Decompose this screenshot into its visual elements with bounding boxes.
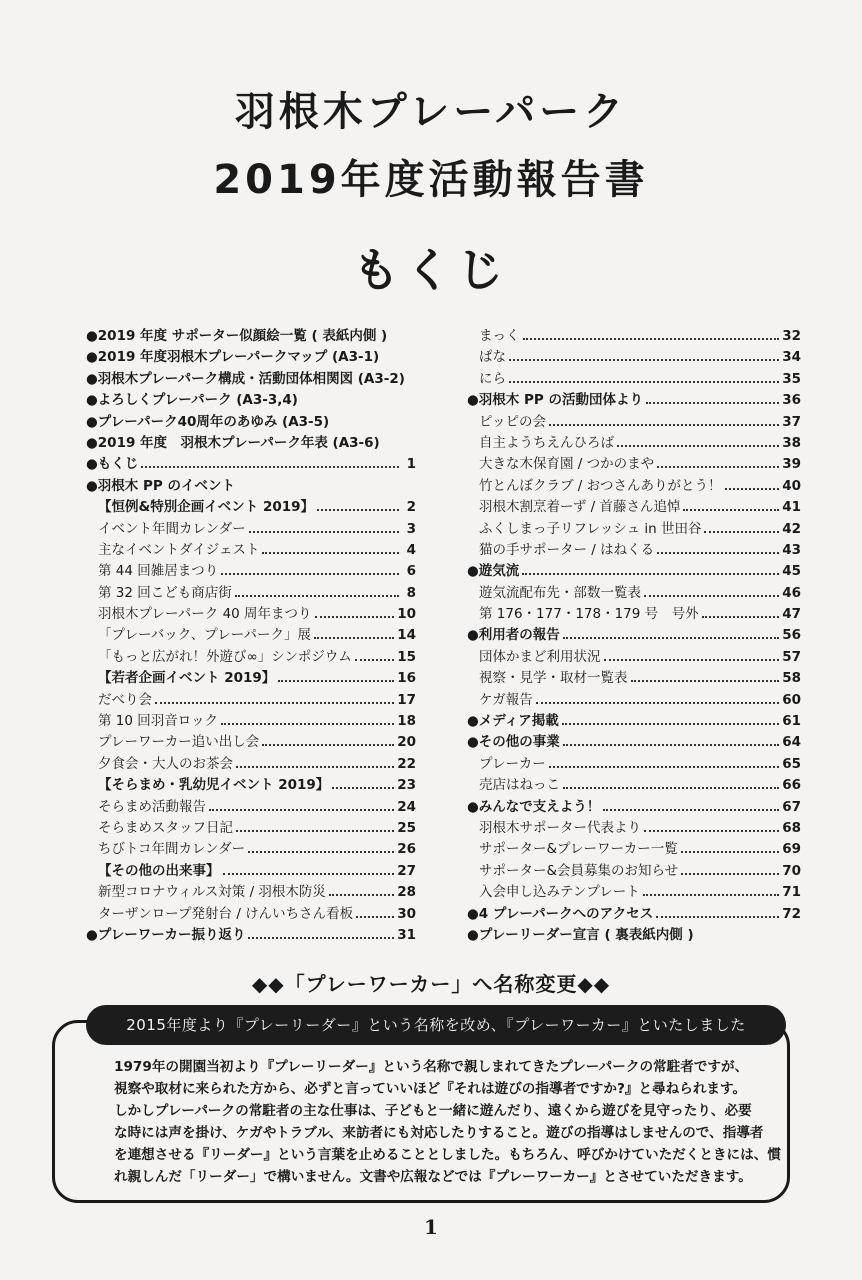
toc-entry-label: サポーター&プレーワーカー一覧 xyxy=(479,841,678,858)
toc-entry-page: 43 xyxy=(782,541,801,558)
toc-entry-label: ケガ報告 xyxy=(479,691,533,708)
toc-entry-label: 新型コロナウィルス対策 / 羽根木防災 xyxy=(98,884,326,901)
toc-entry-page: 58 xyxy=(782,670,801,687)
toc-entry-label: ●みんなで支えよう！ xyxy=(467,798,601,815)
toc-entry[interactable] xyxy=(467,732,801,753)
toc-entry-label: ちびトコ年間カレンダー xyxy=(98,841,246,858)
page-number: 1 xyxy=(424,1215,438,1239)
toc-entry-page: 37 xyxy=(782,413,801,430)
toc-entry-label: にら xyxy=(479,370,506,387)
notice-heading: ◆◆「プレーワーカー」へ名称変更◆◆ xyxy=(251,972,611,996)
toc-entry[interactable] xyxy=(467,647,801,668)
toc-entry-label: 自主ようちえんひろば xyxy=(479,434,614,451)
toc-leader-dots xyxy=(657,455,779,468)
toc-entry-page: 65 xyxy=(782,755,801,772)
toc-entry[interactable] xyxy=(467,604,801,625)
toc-entry[interactable] xyxy=(467,904,801,925)
toc-leader-dots xyxy=(155,691,394,704)
toc-entry[interactable] xyxy=(86,732,416,753)
toc-leader-dots xyxy=(509,370,779,383)
toc-leader-dots xyxy=(656,905,779,918)
toc-entry[interactable] xyxy=(467,390,801,411)
toc-entry-label: まっく xyxy=(479,328,520,344)
toc-entry[interactable] xyxy=(467,347,801,368)
toc-entry-label: 猫の手サポーター / はねくる xyxy=(479,541,655,558)
toc-entry[interactable] xyxy=(86,433,416,454)
toc-entry[interactable] xyxy=(467,519,801,540)
toc-leader-dots xyxy=(549,755,780,768)
toc-leader-dots xyxy=(236,819,394,832)
toc-leader-dots xyxy=(562,712,780,725)
toc-entry[interactable] xyxy=(467,497,801,518)
toc-entry-label: 第 10 回羽音ロック xyxy=(98,713,218,730)
toc-entry-label: 竹とんぼクラブ / おつさんありがとう！ xyxy=(479,477,722,494)
toc-entry[interactable] xyxy=(467,454,801,475)
toc-entry-page: 38 xyxy=(782,434,801,451)
toc-entry-label: そらまめスタッフ日記 xyxy=(98,819,233,836)
toc-entry[interactable] xyxy=(86,754,416,775)
toc-entry-label: ●遊気流 xyxy=(467,563,520,580)
toc-entry-page: 8 xyxy=(406,584,416,601)
toc-entry[interactable] xyxy=(86,625,416,646)
toc-leader-dots xyxy=(644,584,779,597)
toc-entry-label: 入会申し込みテンプレート xyxy=(479,884,640,901)
toc-entry-page: 28 xyxy=(397,884,416,901)
toc-entry[interactable] xyxy=(467,690,801,711)
toc-leader-dots xyxy=(643,883,779,896)
toc-entry[interactable] xyxy=(467,326,801,347)
toc-entry[interactable] xyxy=(467,882,801,903)
toc-entry[interactable] xyxy=(86,797,416,818)
toc-leader-dots xyxy=(356,905,394,918)
toc-entry-label: ピッピの会 xyxy=(479,413,546,430)
toc-entry-page: 46 xyxy=(782,584,801,601)
toc-entry-label: 「もっと広がれ！外遊び∞」シンポジウム xyxy=(98,648,352,665)
toc-leader-dots xyxy=(278,669,394,682)
toc-entry[interactable] xyxy=(86,412,416,433)
toc-leader-dots xyxy=(221,712,394,725)
toc-entry-page: 23 xyxy=(397,777,416,794)
toc-leader-dots xyxy=(631,669,780,682)
toc-leader-dots xyxy=(725,477,780,490)
toc-entry-page: 60 xyxy=(782,691,801,708)
toc-leader-dots xyxy=(209,798,394,811)
toc-entry-label: ●プレーリーダー宣言 ( 裏表紙内側 ) xyxy=(467,926,694,943)
toc-entry-label: ターザンロープ発射台 / けんいちさん看板 xyxy=(98,905,354,922)
toc-entry-page: 26 xyxy=(397,841,416,858)
toc-entry-page: 10 xyxy=(397,606,416,623)
toc-entry-label: 羽根木サポーター代表より xyxy=(479,819,641,836)
toc-entry[interactable] xyxy=(86,818,416,839)
toc-entry-label: プレーワーカー追い出し会 xyxy=(98,734,260,751)
toc-leader-dots xyxy=(262,733,394,746)
toc-entry-label: 第 44 回雑居まつり xyxy=(98,563,219,580)
toc-entry[interactable] xyxy=(467,711,801,732)
toc-leader-dots xyxy=(317,498,399,511)
toc-entry-label: 夕食会・大人のお茶会 xyxy=(98,755,233,772)
toc-entry[interactable] xyxy=(86,839,416,860)
toc-entry-label: ●2019 年度羽根木プレーパークマップ (A3-1) xyxy=(86,349,380,366)
toc-entry-label: ●羽根木 PP の活動団体より xyxy=(467,392,643,409)
toc-entry[interactable] xyxy=(86,904,416,925)
toc-entry-label: 第 176・177・178・179 号 号外 xyxy=(479,606,699,623)
toc-leader-dots xyxy=(604,648,780,661)
notice-line: な時には声を掛け、ケガやトラブル、来訪者にも対応したりすること。遊びの指導はしませんので、指導者 xyxy=(114,1125,764,1141)
toc-entry-page: 72 xyxy=(782,905,801,922)
toc-entry[interactable] xyxy=(86,882,416,903)
toc-entry[interactable] xyxy=(467,583,801,604)
toc-entry-label: 【若者企画イベント 2019】 xyxy=(98,670,276,687)
toc-entry[interactable] xyxy=(86,476,416,497)
toc-entry-page: 18 xyxy=(397,713,416,730)
toc-entry[interactable] xyxy=(86,454,416,475)
toc-leader-dots xyxy=(509,348,779,361)
toc-right-column xyxy=(467,326,801,946)
toc-entry[interactable] xyxy=(86,604,416,625)
toc-entry-page: 4 xyxy=(406,541,416,558)
toc-leader-dots xyxy=(248,926,394,939)
toc-entry-page: 30 xyxy=(397,905,416,922)
toc-entry[interactable] xyxy=(86,690,416,711)
toc-entry-page: 41 xyxy=(782,499,801,516)
toc-leader-dots xyxy=(681,862,779,875)
toc-entry-page: 56 xyxy=(782,627,801,644)
toc-entry-page: 57 xyxy=(782,648,801,665)
toc-entry-label: ●2019 年度 サポーター似顔絵一覧 ( 表紙内側 ) xyxy=(86,328,388,344)
toc-entry-label: ●羽根木プレーパーク構成・活動団体相関図 (A3-2) xyxy=(86,370,405,387)
toc-entry-page: 14 xyxy=(397,627,416,644)
toc-entry-page: 24 xyxy=(397,798,416,815)
toc-entry-label: ●2019 年度 羽根木プレーパーク年表 (A3-6) xyxy=(86,434,380,451)
toc-entry-label: 主なイベントダイジェスト xyxy=(98,541,260,558)
toc-entry[interactable] xyxy=(86,861,416,882)
toc-leader-dots xyxy=(248,840,394,853)
toc-entry-page: 70 xyxy=(782,862,801,879)
toc-entry-label: 【その他の出来事】 xyxy=(98,862,220,879)
toc-entry-page: 35 xyxy=(782,370,801,387)
toc-entry[interactable] xyxy=(86,711,416,732)
toc-entry[interactable] xyxy=(467,412,801,433)
toc-leader-dots xyxy=(523,327,780,340)
toc-leader-dots xyxy=(236,755,394,768)
toc-leader-dots xyxy=(223,862,395,875)
toc-leader-dots xyxy=(681,840,779,853)
toc-entry-label: 【そらまめ・乳幼児イベント 2019】 xyxy=(98,777,330,794)
toc-leader-dots xyxy=(249,520,399,533)
toc-entry-page: 1 xyxy=(406,456,416,473)
toc-entry-page: 2 xyxy=(406,499,416,516)
toc-entry[interactable] xyxy=(86,647,416,668)
toc-entry-page: 6 xyxy=(406,563,416,580)
toc-entry-label: ●プレーワーカー振り返り xyxy=(86,926,246,943)
notice-line: れ親しんだ「リーダー」で構いません。文書や広報などでは『プレーワーカー』とさせていただきます。 xyxy=(114,1169,752,1185)
toc-entry[interactable] xyxy=(86,369,416,390)
toc-leader-dots xyxy=(702,605,780,618)
toc-entry-page: 32 xyxy=(782,328,801,344)
toc-leader-dots xyxy=(549,413,779,426)
toc-entry-page: 66 xyxy=(782,777,801,794)
toc-entry-label: 【恒例&特別企画イベント 2019】 xyxy=(98,499,315,516)
toc-entry-label: ●その他の事業 xyxy=(467,734,560,751)
toc-entry-label: 「プレーバック、プレーパーク」展 xyxy=(98,627,312,644)
toc-entry-label: 羽根木プレーパーク 40 周年まつり xyxy=(98,606,312,623)
toc-entry[interactable] xyxy=(86,326,416,347)
toc-leader-dots xyxy=(235,584,399,597)
toc-entry-page: 22 xyxy=(397,755,416,772)
toc-entry-page: 45 xyxy=(782,563,801,580)
toc-leader-dots xyxy=(536,691,779,704)
toc-entry[interactable] xyxy=(467,540,801,561)
document-subtitle: 2019年度活動報告書 xyxy=(213,157,649,203)
toc-entry-page: 61 xyxy=(782,713,801,730)
toc-leader-dots xyxy=(657,541,779,554)
toc-entry[interactable] xyxy=(86,925,416,946)
toc-entry-label: 羽根木割烹着ーず / 首藤さん追悼 xyxy=(479,499,681,516)
toc-leader-dots xyxy=(683,498,779,511)
toc-entry-page: 34 xyxy=(782,349,801,366)
toc-entry-page: 27 xyxy=(397,862,416,879)
toc-heading: もくじ xyxy=(353,243,509,297)
toc-entry-page: 25 xyxy=(397,819,416,836)
notice-body xyxy=(114,1056,781,1188)
toc-entry[interactable] xyxy=(467,861,801,882)
toc-entry[interactable] xyxy=(86,540,416,561)
toc-entry[interactable] xyxy=(467,925,801,946)
toc-entry-page: 68 xyxy=(782,819,801,836)
toc-entry[interactable] xyxy=(467,476,801,497)
toc-entry-label: ぱな xyxy=(479,349,506,366)
toc-entry-page: 71 xyxy=(782,884,801,901)
toc-entry-page: 69 xyxy=(782,841,801,858)
toc-entry-label: そらまめ活動報告 xyxy=(98,798,206,815)
toc-leader-dots xyxy=(522,562,779,575)
toc-leader-dots xyxy=(315,605,395,618)
toc-leader-dots xyxy=(617,434,779,447)
toc-leader-dots xyxy=(644,819,779,832)
toc-leader-dots xyxy=(355,648,394,661)
toc-leader-dots xyxy=(646,391,779,404)
toc-entry-label: 遊気流配布先・部数一覧表 xyxy=(479,584,641,601)
toc-entry[interactable] xyxy=(467,668,801,689)
toc-entry-page: 64 xyxy=(782,734,801,751)
toc-entry-page: 42 xyxy=(782,520,801,537)
toc-entry-label: 団体かまど利用状況 xyxy=(479,648,601,665)
toc-entry-label: 視察・見学・取材一覧表 xyxy=(479,670,628,687)
toc-entry-label: ●よろしくプレーパーク (A3-3,4) xyxy=(86,392,298,409)
toc-leader-dots xyxy=(141,455,399,468)
notice-line: しかしプレーパークの常駐者の主な仕事は、子どもと一緒に遊んだり、遠くから遊びを見守ったり、必要 xyxy=(114,1103,752,1119)
toc-leader-dots xyxy=(563,626,779,639)
toc-entry-label: ●4 プレーパークへのアクセス xyxy=(467,905,654,922)
notice-line: を連想させる『リーダー』という言葉を止めることとしました。もちろん、呼びかけていただくときには、慣 xyxy=(114,1147,781,1163)
toc-entry-page: 16 xyxy=(397,670,416,687)
toc-entry-page: 3 xyxy=(406,520,416,537)
toc-entry-label: ●メディア掲載 xyxy=(467,713,559,730)
notice-line: 1979年の開園当初より『プレーリーダー』という名称で親しまれてきたプレーパークの常駐者ですが、 xyxy=(114,1059,749,1075)
toc-entry[interactable] xyxy=(86,583,416,604)
toc-entry-label: サポーター&会員募集のお知らせ xyxy=(479,862,679,879)
toc-entry[interactable] xyxy=(467,754,801,775)
toc-entry-page: 31 xyxy=(397,926,416,943)
toc-entry-label: ふくしまっ子リフレッシュ in 世田谷 xyxy=(479,520,702,537)
toc-left-column xyxy=(86,326,416,946)
toc-leader-dots xyxy=(563,733,779,746)
document-title: 羽根木プレーパーク xyxy=(234,89,628,135)
toc-entry-page: 15 xyxy=(397,648,416,665)
toc-entry[interactable] xyxy=(467,433,801,454)
toc-leader-dots xyxy=(221,562,399,575)
toc-entry[interactable] xyxy=(86,668,416,689)
toc-entry[interactable] xyxy=(86,347,416,368)
toc-entry-label: だべり会 xyxy=(98,691,152,708)
toc-entry[interactable] xyxy=(467,775,801,796)
toc-entry[interactable] xyxy=(86,497,416,518)
toc-entry-label: イベント年間カレンダー xyxy=(98,520,246,537)
toc-entry-label: ●プレーパーク40周年のあゆみ (A3-5) xyxy=(86,413,330,430)
toc-leader-dots xyxy=(314,626,394,639)
toc-entry[interactable] xyxy=(86,561,416,582)
toc-entry-page: 20 xyxy=(397,734,416,751)
toc-entry-label: ●もくじ xyxy=(86,456,139,473)
toc-entry-page: 39 xyxy=(782,456,801,473)
toc-entry[interactable] xyxy=(86,775,416,796)
toc-leader-dots xyxy=(332,776,394,789)
toc-entry-page: 67 xyxy=(782,798,801,815)
notice-banner: 2015年度より『プレーリーダー』という名称を改め、『プレーワーカー』といたしました xyxy=(86,1005,786,1045)
toc-entry[interactable] xyxy=(86,390,416,411)
toc-entry-label: ●羽根木 PP のイベント xyxy=(86,477,235,494)
toc-entry[interactable] xyxy=(467,369,801,390)
toc-entry-label: プレーカー xyxy=(479,755,546,772)
toc-entry-label: ●利用者の報告 xyxy=(467,627,560,644)
toc-entry-label: 第 32 回こども商店街 xyxy=(98,584,232,601)
toc-leader-dots xyxy=(603,798,779,811)
toc-entry-label: 売店はねっこ xyxy=(479,777,560,794)
toc-entry[interactable] xyxy=(467,625,801,646)
toc-entry[interactable] xyxy=(86,519,416,540)
toc-leader-dots xyxy=(262,541,399,554)
toc-entry[interactable] xyxy=(467,797,801,818)
toc-leader-dots xyxy=(704,520,779,533)
toc-entry-label: 大きな木保育園 / つかのまや xyxy=(479,456,655,473)
toc-leader-dots xyxy=(563,776,779,789)
toc-entry-page: 36 xyxy=(782,392,801,409)
toc-entry[interactable] xyxy=(467,561,801,582)
toc-entry-page: 40 xyxy=(782,477,801,494)
toc-entry[interactable] xyxy=(467,818,801,839)
toc-leader-dots xyxy=(329,883,394,896)
toc-entry-page: 17 xyxy=(397,691,416,708)
toc-entry[interactable] xyxy=(467,839,801,860)
toc-entry-page: 47 xyxy=(782,606,801,623)
notice-line: 視察や取材に来られた方から、必ずと言っていいほど『それは遊びの指導者ですか?』と尋ねられます。 xyxy=(114,1081,747,1097)
